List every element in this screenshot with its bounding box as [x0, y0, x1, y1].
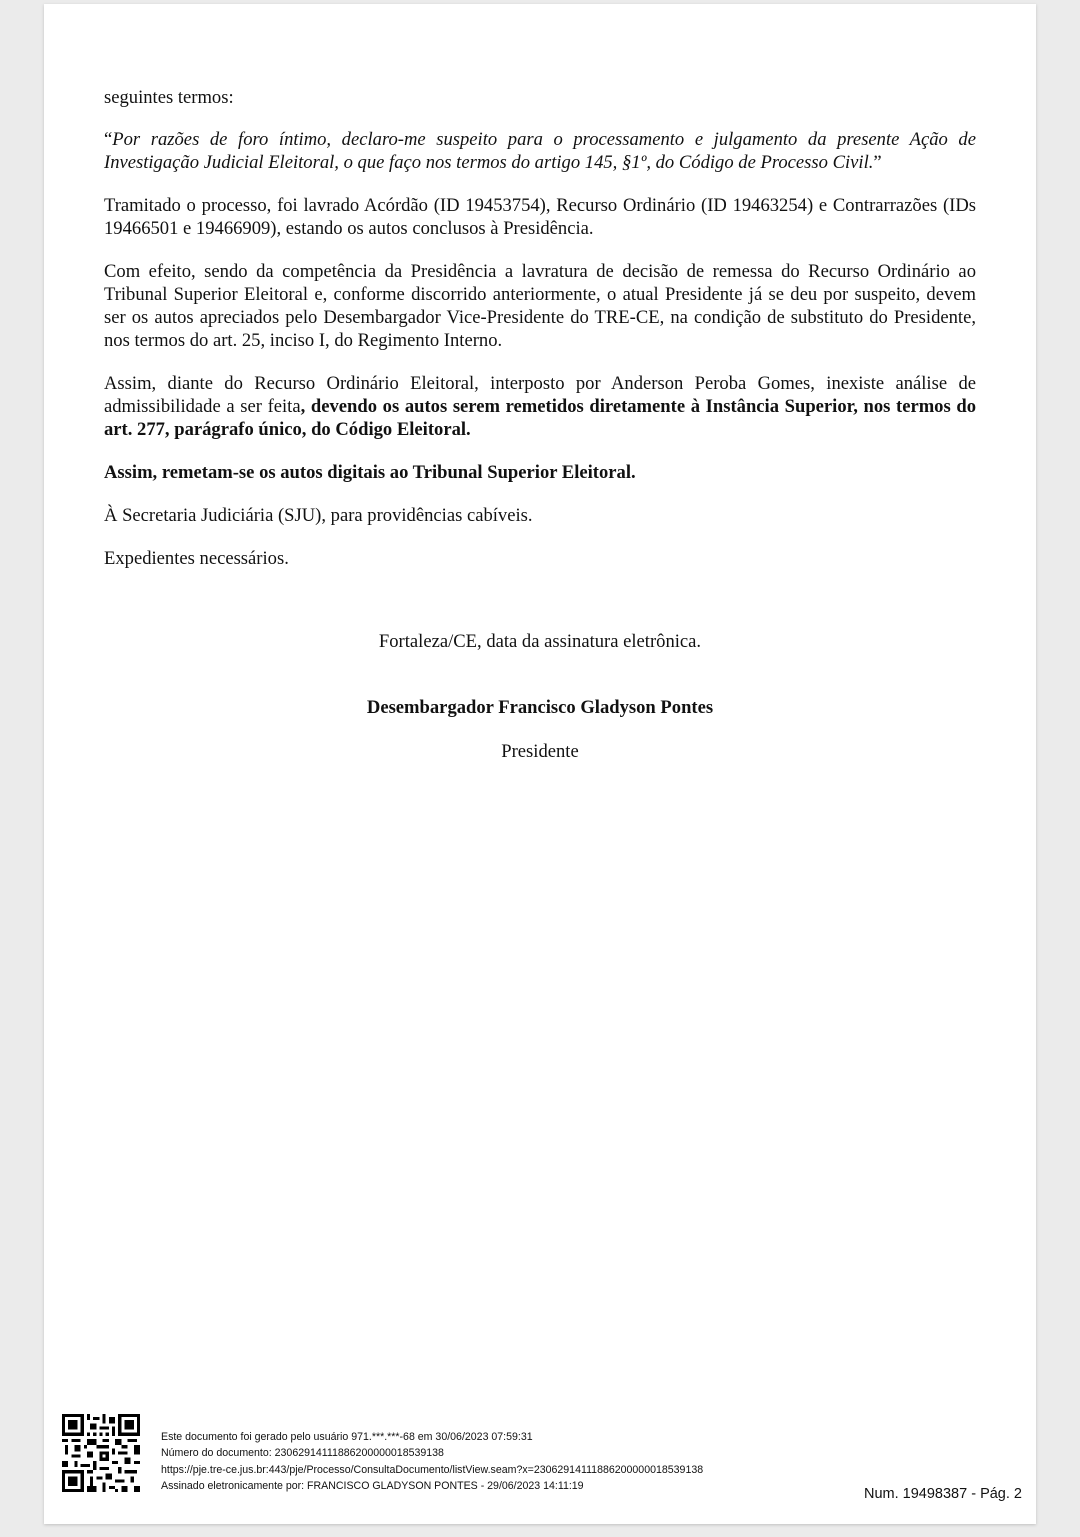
signer-name: Desembargador Francisco Gladyson Pontes: [366, 697, 714, 718]
paragraph-admissibility: [104, 372, 976, 441]
paragraph-order: Assim, remetam-se os autos digitais ao Tribunal Superior Eleitoral.: [104, 462, 636, 483]
document-page: [44, 4, 1036, 1524]
paragraph-closing: Expedientes necessários.: [104, 548, 289, 569]
footer-document-number: Número do documento: 23062914111886200000018539138: [161, 1447, 444, 1460]
quote-text: Por razões de foro íntimo, declaro-me suspeito para o processamento e julgamento da presente Ação de Investigação Judicial Eleitoral, o que faço nos termos do artigo 145, §1º, do Código de Processo Civil.: [104, 129, 976, 173]
paragraph-competence: Com efeito, sendo da competência da Presidência a lavratura de decisão de remessa do Recurso Ordinário ao Tribunal Superior Eleitoral e, conforme discorrido anteriormente, o atual Presidente já se deu por suspeito, devem ser os autos apreciados pelo Desembargador Vice-Presidente do TRE-CE, na condição de substituto do Presidente, nos termos do art. 25, inciso I, do Regimento Interno.: [104, 261, 976, 351]
quote-close-mark: ”: [873, 152, 882, 173]
admissibility-decision: , devendo os autos serem remetidos diretamente à Instância Superior, nos termos do art. 277, parágrafo único, do Código Eleitoral.: [104, 396, 976, 440]
signer-role: Presidente: [501, 741, 579, 762]
footer-signed-by: Assinado eletronicamente por: FRANCISCO GLADYSON PONTES - 29/06/2023 14:11:19: [161, 1479, 584, 1492]
footer-document-url[interactable]: https://pje.tre-ce.jus.br:443/pje/Processo/ConsultaDocumento/listView.seam?x=23062914111886200000018539138: [161, 1463, 704, 1476]
paragraph-quote: [104, 128, 976, 174]
document-footer: [62, 1414, 1022, 1504]
place-date-line: Fortaleza/CE, data da assinatura eletrônica.: [378, 631, 702, 652]
admissibility-text: Assim, diante do Recurso Ordinário Eleitoral, interposto por Anderson Peroba Gomes, inexiste análise de admissibilidade a ser feita: [104, 373, 976, 417]
paragraph-intro: seguintes termos:: [104, 87, 234, 108]
quote-open-mark: “: [104, 129, 113, 150]
footer-metadata: [161, 1429, 703, 1494]
paragraph-procedure: Tramitado o processo, foi lavrado Acórdão (ID 19453754), Recurso Ordinário (ID 19463254) e Contrarrazões (IDs 19466501 e 19466909), estando os autos conclusos à Presidência.: [104, 195, 976, 239]
document-body: [104, 86, 976, 590]
paragraph-secretariat: À Secretaria Judiciária (SJU), para providências cabíveis.: [104, 505, 533, 526]
page-number: Num. 19498387 - Pág. 2: [864, 1486, 1022, 1502]
footer-generated-by: Este documento foi gerado pelo usuário 971.***.***-68 em 30/06/2023 07:59:31: [161, 1431, 533, 1443]
qr-code-icon: [62, 1414, 140, 1492]
